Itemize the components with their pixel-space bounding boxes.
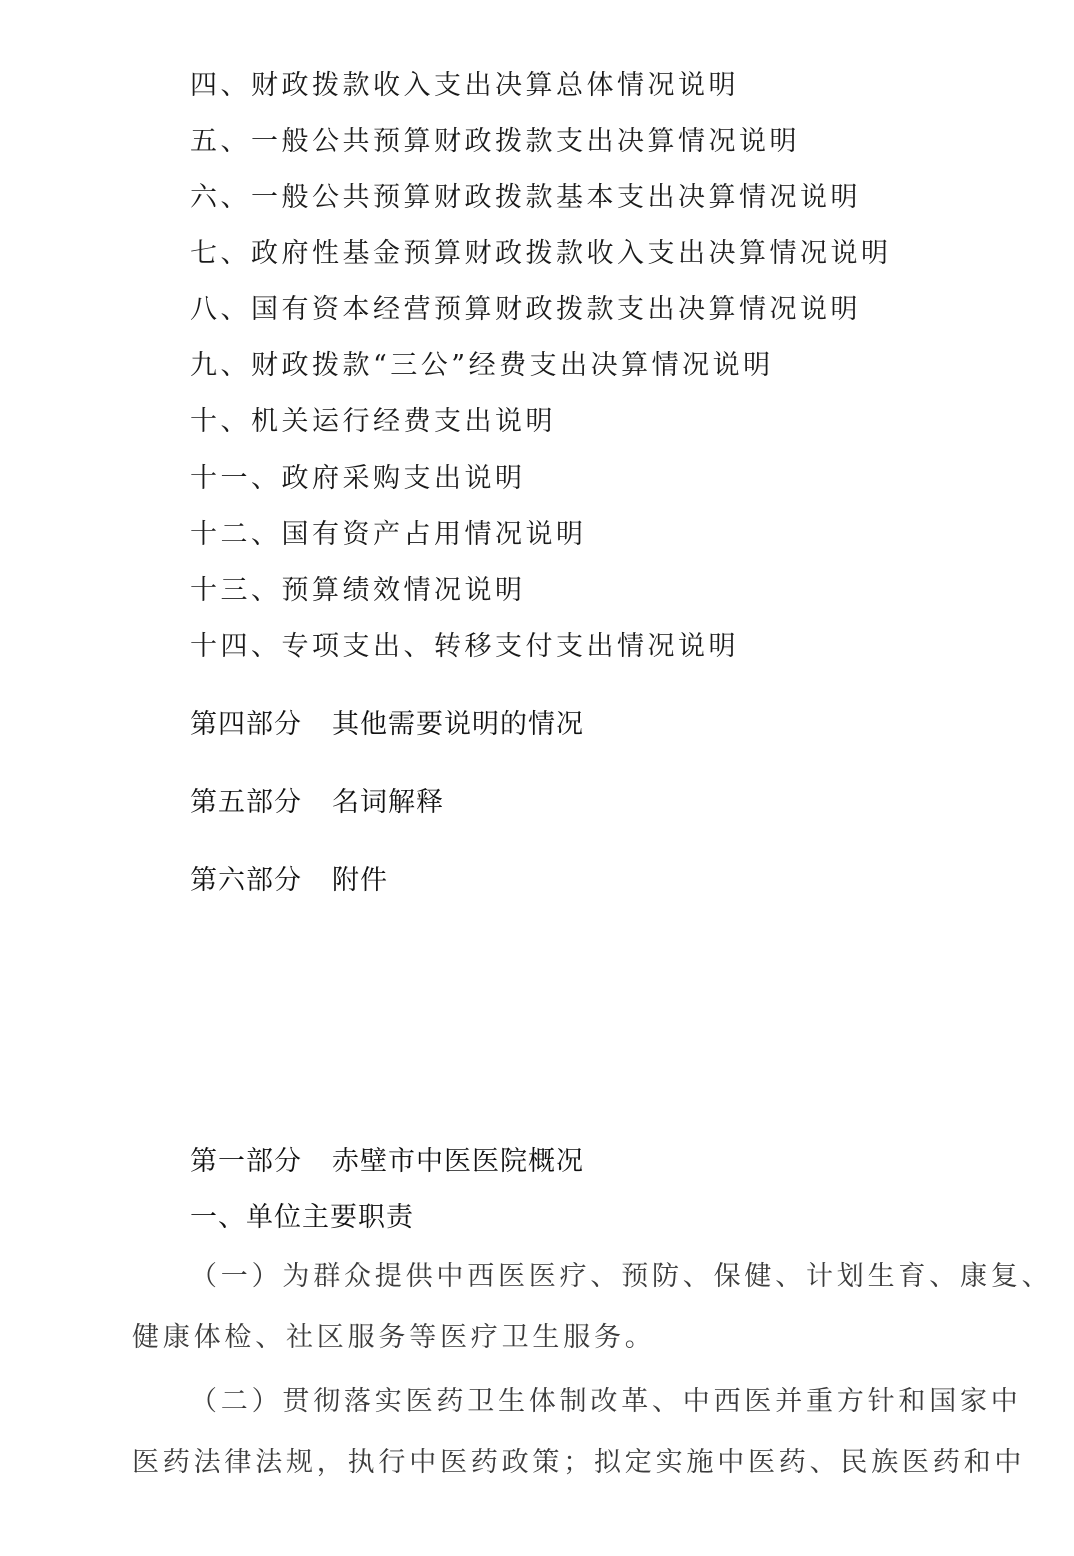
paragraph-line: 医药法律法规，执行中医药政策；拟定实施中医药、民族医药和中 (132, 1447, 1026, 1478)
toc-item: 九、财政拨款“三公”经费支出决算情况说明 (190, 350, 774, 381)
section-heading: 一、单位主要职责 (190, 1202, 414, 1233)
toc-item: 十、机关运行经费支出说明 (190, 406, 556, 437)
toc-part-five (190, 785, 444, 821)
toc-item: 五、一般公共预算财政拨款支出决算情况说明 (190, 126, 800, 157)
toc-item: 十二、国有资产占用情况说明 (190, 519, 587, 550)
toc-item: 十一、政府采购支出说明 (190, 463, 526, 494)
paragraph-line: 健康体检、社区服务等医疗卫生服务。 (132, 1322, 656, 1353)
part-label: 第六部分 (190, 865, 302, 896)
part-one-heading (190, 1144, 584, 1180)
part-title: 其他需要说明的情况 (332, 709, 584, 740)
toc-item: 十四、专项支出、转移支付支出情况说明 (190, 631, 739, 662)
part-label: 第四部分 (190, 709, 302, 740)
toc-part-six (190, 863, 388, 899)
toc-item: 六、一般公共预算财政拨款基本支出决算情况说明 (190, 182, 861, 213)
toc-part-four (190, 707, 584, 743)
toc-item: 四、财政拨款收入支出决算总体情况说明 (190, 70, 739, 101)
paragraph-line: （二）贯彻落实医药卫生体制改革、中西医并重方针和国家中 (190, 1386, 1022, 1417)
toc-item: 八、国有资本经营预算财政拨款支出决算情况说明 (190, 294, 861, 325)
toc-item: 十三、预算绩效情况说明 (190, 575, 526, 606)
toc-item: 七、政府性基金预算财政拨款收入支出决算情况说明 (190, 238, 892, 269)
part-title: 赤壁市中医医院概况 (332, 1146, 584, 1177)
part-title: 名词解释 (332, 787, 444, 818)
part-label: 第五部分 (190, 787, 302, 818)
part-title: 附件 (332, 865, 388, 896)
part-label: 第一部分 (190, 1146, 302, 1177)
paragraph-line: （一）为群众提供中西医医疗、预防、保健、计划生育、康复、 (190, 1261, 1053, 1292)
